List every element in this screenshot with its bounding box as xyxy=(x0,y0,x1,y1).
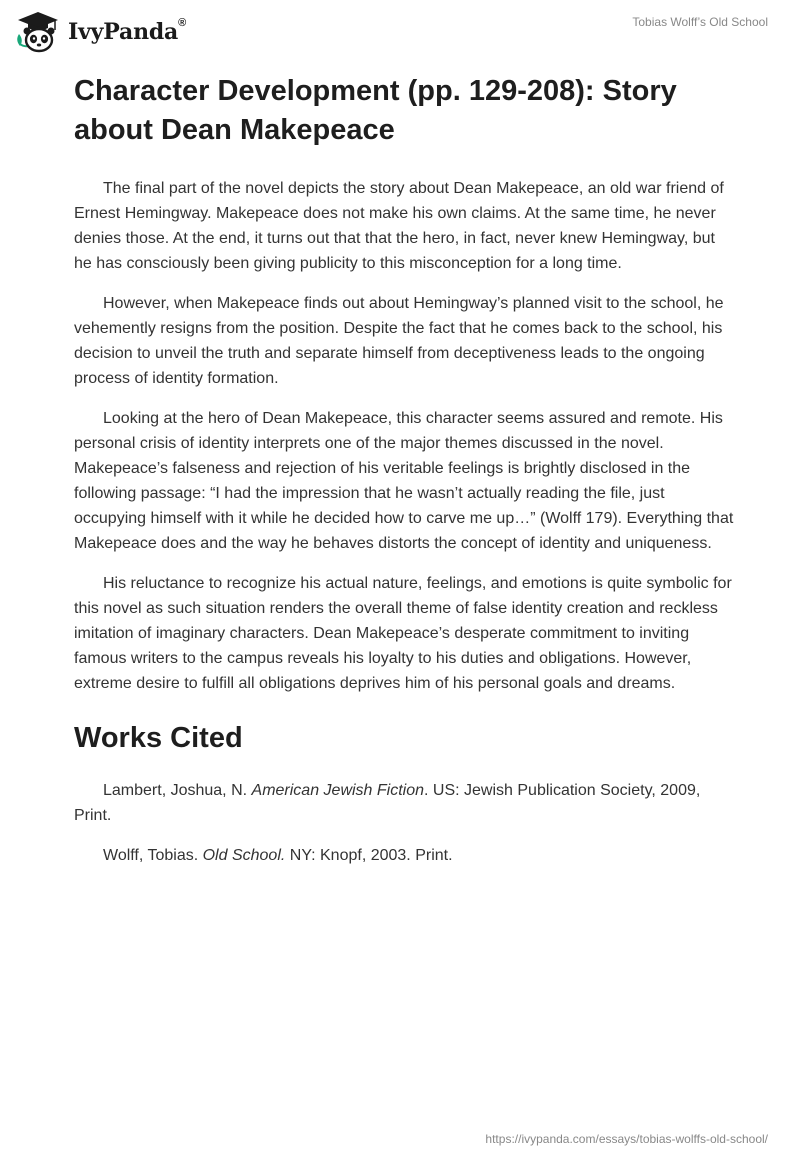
section-heading: Character Development (pp. 129-208): Story about Dean Makepeace xyxy=(74,75,677,146)
source-url[interactable]: https://ivypanda.com/essays/tobias-wolffs-old-school/ xyxy=(485,1132,768,1146)
paragraph-3: Looking at the hero of Dean Makepeace, this character seems assured and remote. His personal crisis of identity interprets one of the major themes discussed in the novel. Makepeace’s falseness and rejection of his veritable feelings is brightly disclosed in the following passage: “I had the impression that he wasn’t actually reading the file, just occupying himself with it while he decided how to carve me up…” (Wolff 179). Everything that Makepeace does and the way he behaves distorts the concept of identity and uniqueness. xyxy=(74,410,734,552)
citation-entry: Lambert, Joshua, N. American Jewish Fiction. US: Jewish Publication Society, 2009, Print. xyxy=(74,782,701,824)
brand-name: IvyPanda® xyxy=(68,17,187,45)
works-cited-heading: Works Cited xyxy=(74,722,243,754)
ivypanda-logo[interactable] xyxy=(14,10,186,54)
citation-title: Old School. xyxy=(202,847,286,864)
paragraph-1: The final part of the novel depicts the story about Dean Makepeace, an old war friend of Ernest Hemingway. Makepeace does not make his own claims. At the same time, he never denies those. At the end, it turns out that that the hero, in fact, never knew Hemingway, but he has consciously been giving publicity to this misconception for a long time. xyxy=(74,180,724,272)
paragraph-4: His reluctance to recognize his actual nature, feelings, and emotions is quite symbolic for this novel as such situation renders the overall theme of false identity creation and reckless imitation of imaginary characters. Dean Makepeace’s desperate commitment to inviting famous writers to the campus reveals his loyalty to his duties and obligations. However, extreme desire to fulfill all obligations deprives him of his personal goals and dreams. xyxy=(74,575,732,692)
registered-mark: ® xyxy=(178,17,187,29)
paragraph-2: However, when Makepeace finds out about Hemingway’s planned visit to the school, he vehemently resigns from the position. Despite the fact that he comes back to the school, his decision to unveil the truth and separate himself from deceptiveness leads to the ongoing process of identity formation. xyxy=(74,295,724,387)
page-header xyxy=(0,0,800,60)
document-title: Tobias Wolff’s Old School xyxy=(632,15,768,29)
article-content xyxy=(74,72,734,883)
panda-graduate-icon xyxy=(14,10,62,54)
citation-title: American Jewish Fiction xyxy=(251,782,425,799)
citation-entry: Wolff, Tobias. Old School. NY: Knopf, 2003. Print. xyxy=(103,847,453,864)
